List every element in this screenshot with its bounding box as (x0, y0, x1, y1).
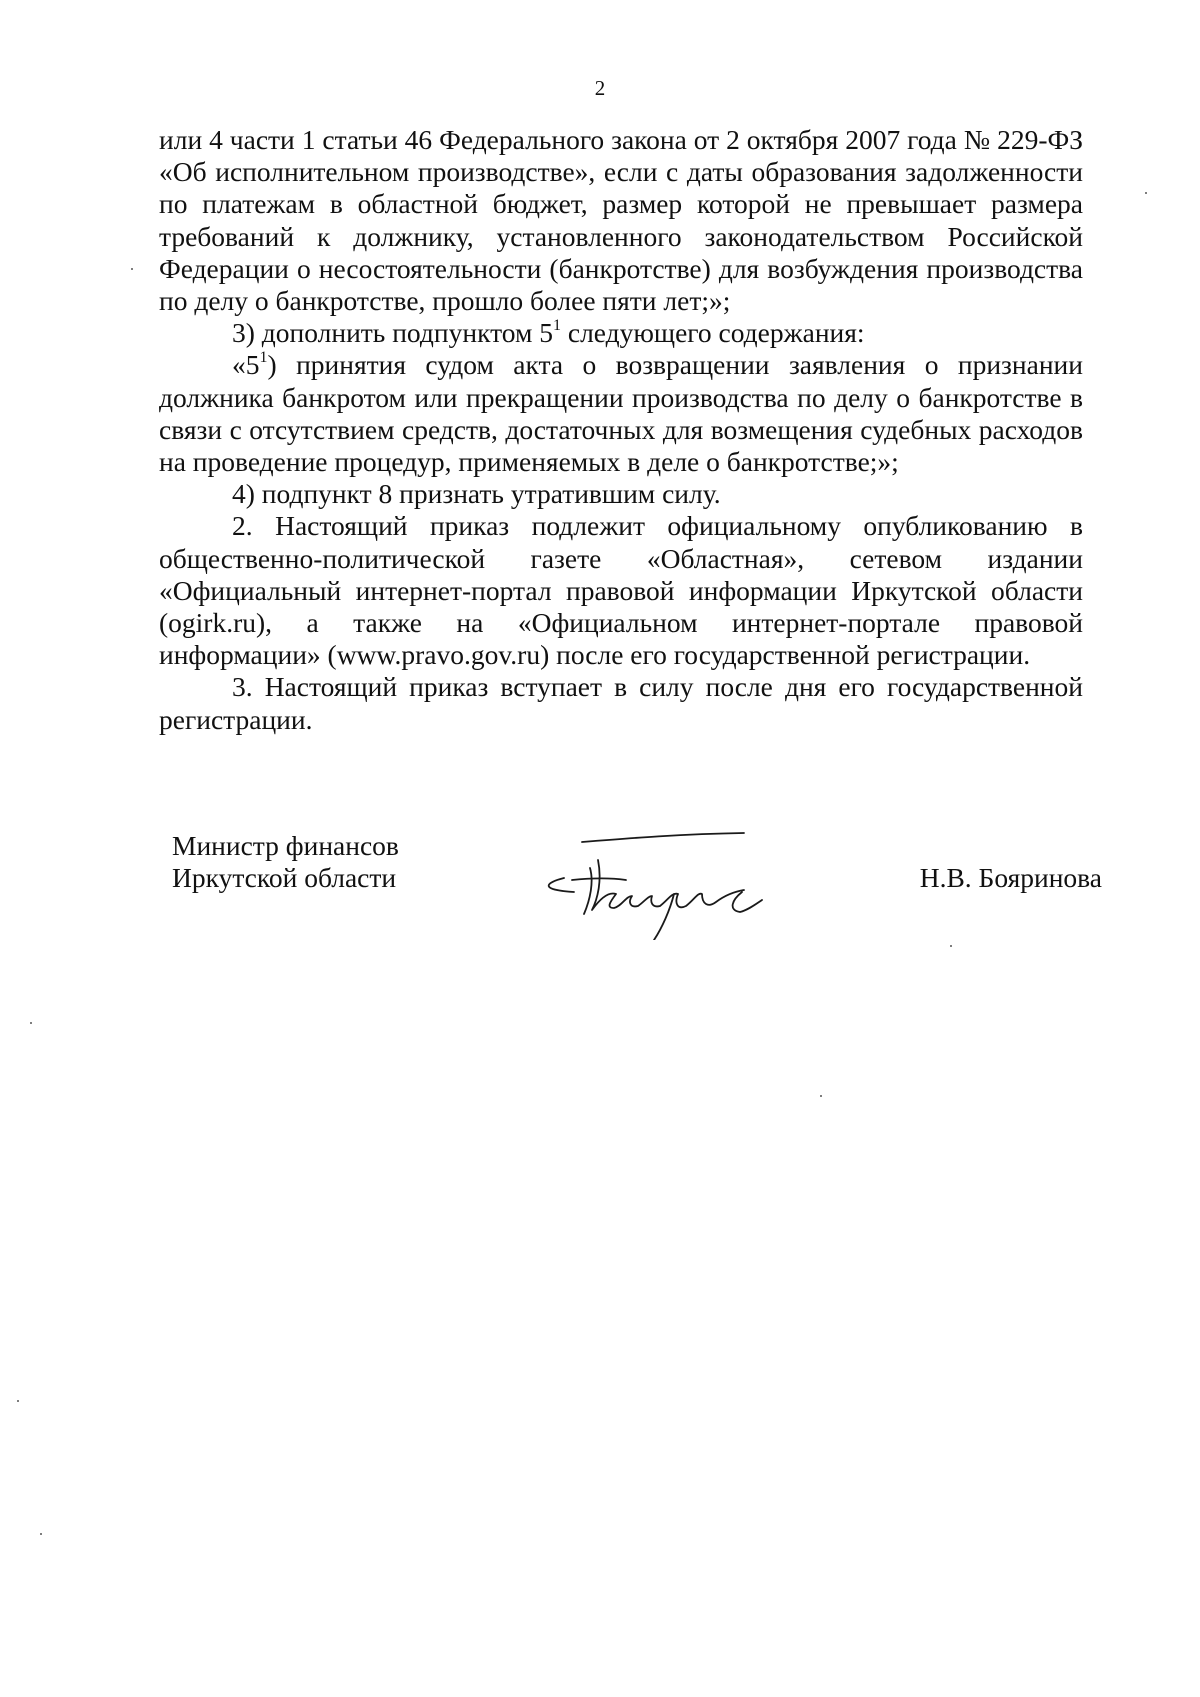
paragraph-item-3 (159, 317, 1083, 349)
scan-speck (950, 945, 952, 947)
signer-position-line-1: Министр финансов (172, 830, 399, 861)
quote-superscript: 1 (259, 349, 268, 367)
scan-speck (820, 1095, 822, 1097)
item-3-suffix: следующего содержания: (560, 317, 865, 349)
paragraph-clause-2: 2. Настоящий приказ подлежит официальному опубликованию в общественно-политической газете «Областная», сетевом издании «Официальный интернет-портал правовой информации Иркутской области (ogirk.ru), а также на «Официальном интернет-портале правовой информации» (www.pravo.gov.ru) после его государственной регистрации. (159, 510, 1083, 671)
signer-name: Н.В. Бояринова (919, 862, 1102, 893)
scan-speck (30, 1022, 32, 1024)
quote-open: «5 (232, 349, 260, 381)
paragraph-item-4: 4) подпункт 8 признать утратившим силу. (232, 478, 721, 510)
signer-position-line-2: Иркутской области (172, 862, 397, 894)
scan-speck (1145, 192, 1147, 194)
scan-speck (131, 268, 133, 270)
signature-block (172, 830, 1102, 940)
scan-speck (40, 1533, 42, 1535)
handwritten-signature (532, 830, 792, 940)
item-3-superscript: 1 (552, 317, 561, 335)
page-number: 2 (594, 76, 606, 100)
paragraph-clause-3: 3. Настоящий приказ вступает в силу после дня его государственной регистрации. (159, 671, 1083, 735)
document-body (159, 124, 1083, 736)
scan-speck (17, 1400, 19, 1402)
item-3-prefix: 3) дополнить подпунктом 5 (232, 317, 553, 349)
paragraph-continuation: или 4 части 1 статьи 46 Федерального закона от 2 октября 2007 года № 229-ФЗ «Об исполнительном производстве», если с даты образования задолженности по платежам в областной бюджет, размер которой не превышает размера требований к должнику, установленного законодательством Российской Федерации о несостоятельности (банкротстве) для возбуждения производства по делу о банкротстве, прошло более пяти лет;»; (159, 124, 1083, 317)
paragraph-quote-5-1 (159, 349, 1083, 478)
signer-position (172, 830, 399, 894)
quote-text: ) принятия судом акта о возвращении заявления о признании должника банкротом или прекращении производства по делу о банкротстве в связи с отсутствием средств, достаточных для возмещения судебных расходов на проведение процедур, применяемых в деле о банкротстве;»; (159, 349, 1083, 478)
